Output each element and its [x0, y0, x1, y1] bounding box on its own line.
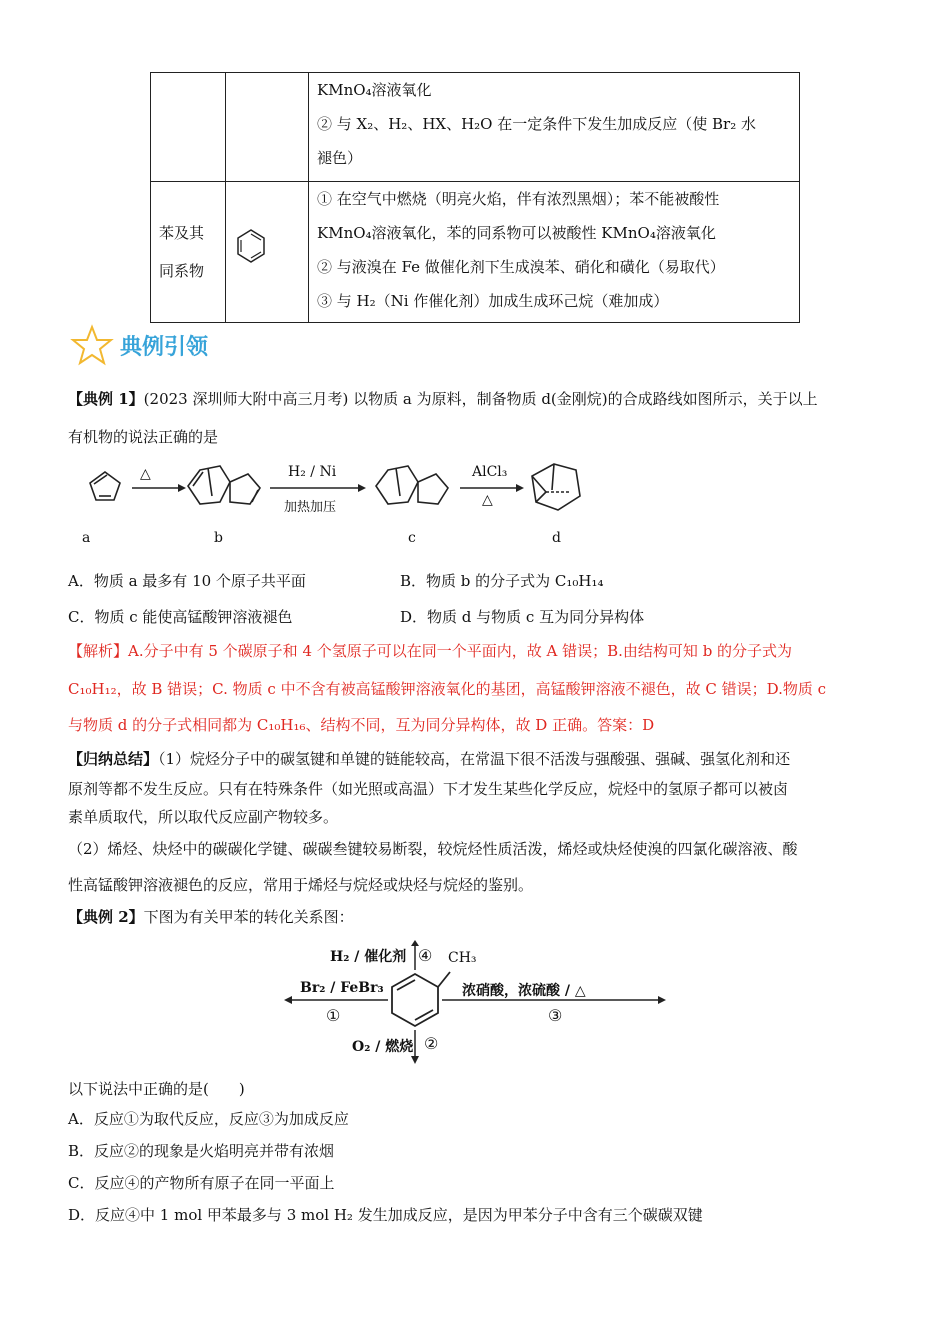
- arrow3-bottom-label: △: [482, 492, 493, 508]
- property-line: 褪色）: [317, 149, 363, 167]
- compound-label-b: b: [214, 530, 223, 546]
- property-line: ③ 与 H₂（Ni 作催化剂）加成生成环己烷（难加成）: [317, 292, 669, 310]
- top-reagent-label: H₂ / 催化剂: [330, 949, 407, 965]
- option-d: D．反应④中 1 mol 甲苯最多与 3 mol H₂ 发生加成反应，是因为甲苯分子中含有三个碳碳双键: [68, 1206, 703, 1224]
- analysis-line: 与物质 d 的分子式相同都为 C₁₀H₁₆、结构不同，互为同分异构体，故 D 正确。答案：D: [68, 716, 655, 734]
- arrow3-top-label: AlCl₃: [472, 464, 508, 480]
- example-stem: (2023 深圳师大附中高三月考) 以物质 a 为原料，制备物质 d(金刚烷)的合成路线如图所示，关于以上: [143, 390, 818, 408]
- bottom-reaction-number: ②: [424, 1034, 439, 1053]
- property-line: ① 在空气中燃烧（明亮火焰，伴有浓烈黑烟）；苯不能被酸性: [317, 190, 720, 208]
- summary-line: （1）烷烃分子中的碳氢键和单键的链能较高，在常温下很不活泼与强酸强、强碱、强氢化剂和还: [158, 750, 791, 768]
- property-line: ② 与液溴在 Fe 做催化剂下生成溴苯、硝化和磺化（易取代）: [317, 258, 725, 276]
- summary-line: 素单质取代，所以取代反应副产物较多。: [68, 808, 339, 826]
- molecule-a: [90, 472, 120, 500]
- summary-label: 【归纳总结】: [68, 750, 159, 768]
- right-reaction-number: ③: [548, 1006, 563, 1025]
- arrow1-label: △: [140, 466, 151, 482]
- properties-table: [150, 72, 800, 323]
- property-line: KMnO₄溶液氧化: [317, 81, 432, 99]
- compound-name: 同系物: [159, 262, 205, 280]
- top-reaction-number: ④: [418, 946, 433, 965]
- left-reaction-number: ①: [326, 1006, 341, 1025]
- example-label: 【典例 2】: [68, 908, 144, 926]
- summary-line: 原剂等都不发生反应。只有在特殊条件（如光照或高温）下才发生某些化学反应，烷烃中的氢原子都可以被卤: [68, 780, 789, 798]
- option-a: A．反应①为取代反应，反应③为加成反应: [68, 1110, 349, 1128]
- option-c: C．反应④的产物所有原子在同一平面上: [68, 1174, 335, 1192]
- question-text: 以下说法中正确的是( ): [68, 1080, 245, 1098]
- option-d: D．物质 d 与物质 c 互为同分异构体: [400, 608, 645, 626]
- molecule-d: [532, 464, 580, 510]
- compound-label-d: d: [552, 530, 561, 546]
- benzene-ring-icon: [234, 227, 268, 265]
- property-line: KMnO₄溶液氧化，苯的同系物可以被酸性 KMnO₄溶液氧化: [317, 224, 716, 242]
- table-row: [151, 182, 800, 323]
- arrow2-top-label: H₂ / Ni: [288, 464, 337, 480]
- analysis-line: C₁₀H₁₂，故 B 错误；C. 物质 c 中不含有被高锰酸钾溶液氧化的基团，高锰酸钾溶液不褪色，故 C 错误；D.物质 c: [68, 680, 827, 698]
- property-line: ② 与 X₂、H₂、HX、H₂O 在一定条件下发生加成反应（使 Br₂ 水: [317, 115, 756, 133]
- section-title: 典例引领: [120, 335, 209, 360]
- option-c: C．物质 c 能使高锰酸钾溶液褪色: [68, 608, 293, 626]
- example-stem: 有机物的说法正确的是: [68, 428, 219, 446]
- summary-line: （2）烯烃、炔烃中的碳碳化学键、碳碳叁键较易断裂，较烷烃性质活泼，烯烃或炔烃使溴的四氯化碳溶液、酸: [68, 840, 798, 858]
- option-b: B．物质 b 的分子式为 C₁₀H₁₄: [400, 572, 604, 590]
- right-reagent-label: 浓硝酸，浓硫酸 / △: [462, 983, 586, 999]
- compound-label-a: a: [82, 530, 91, 546]
- left-reagent-label: Br₂ / FeBr₃: [300, 980, 384, 996]
- methyl-group-label: CH₃: [448, 950, 477, 966]
- molecule-b: [188, 466, 260, 504]
- star-icon: [70, 324, 114, 366]
- molecule-c: [376, 466, 448, 504]
- example-stem: 下图为有关甲苯的转化关系图：: [143, 908, 354, 926]
- synthesis-scheme: [70, 456, 610, 556]
- bottom-reagent-label: O₂ / 燃烧: [352, 1039, 414, 1055]
- compound-label-c: c: [408, 530, 416, 546]
- option-a: A．物质 a 最多有 10 个原子共平面: [68, 572, 306, 590]
- compound-name: 苯及其: [159, 224, 205, 242]
- option-b: B．反应②的现象是火焰明亮并带有浓烟: [68, 1142, 335, 1160]
- arrow2-bottom-label: 加热加压: [284, 500, 337, 515]
- summary-line: 性高锰酸钾溶液褪色的反应，常用于烯烃与烷烃或炔烃与烷烃的鉴别。: [68, 876, 534, 894]
- table-row: [151, 73, 800, 182]
- toluene-ring: [392, 972, 450, 1026]
- analysis-line: 【解析】A.分子中有 5 个碳原子和 4 个氢原子可以在同一个平面内，故 A 错误；B.由结构可知 b 的分子式为: [68, 642, 793, 660]
- example-label: 【典例 1】: [68, 390, 144, 408]
